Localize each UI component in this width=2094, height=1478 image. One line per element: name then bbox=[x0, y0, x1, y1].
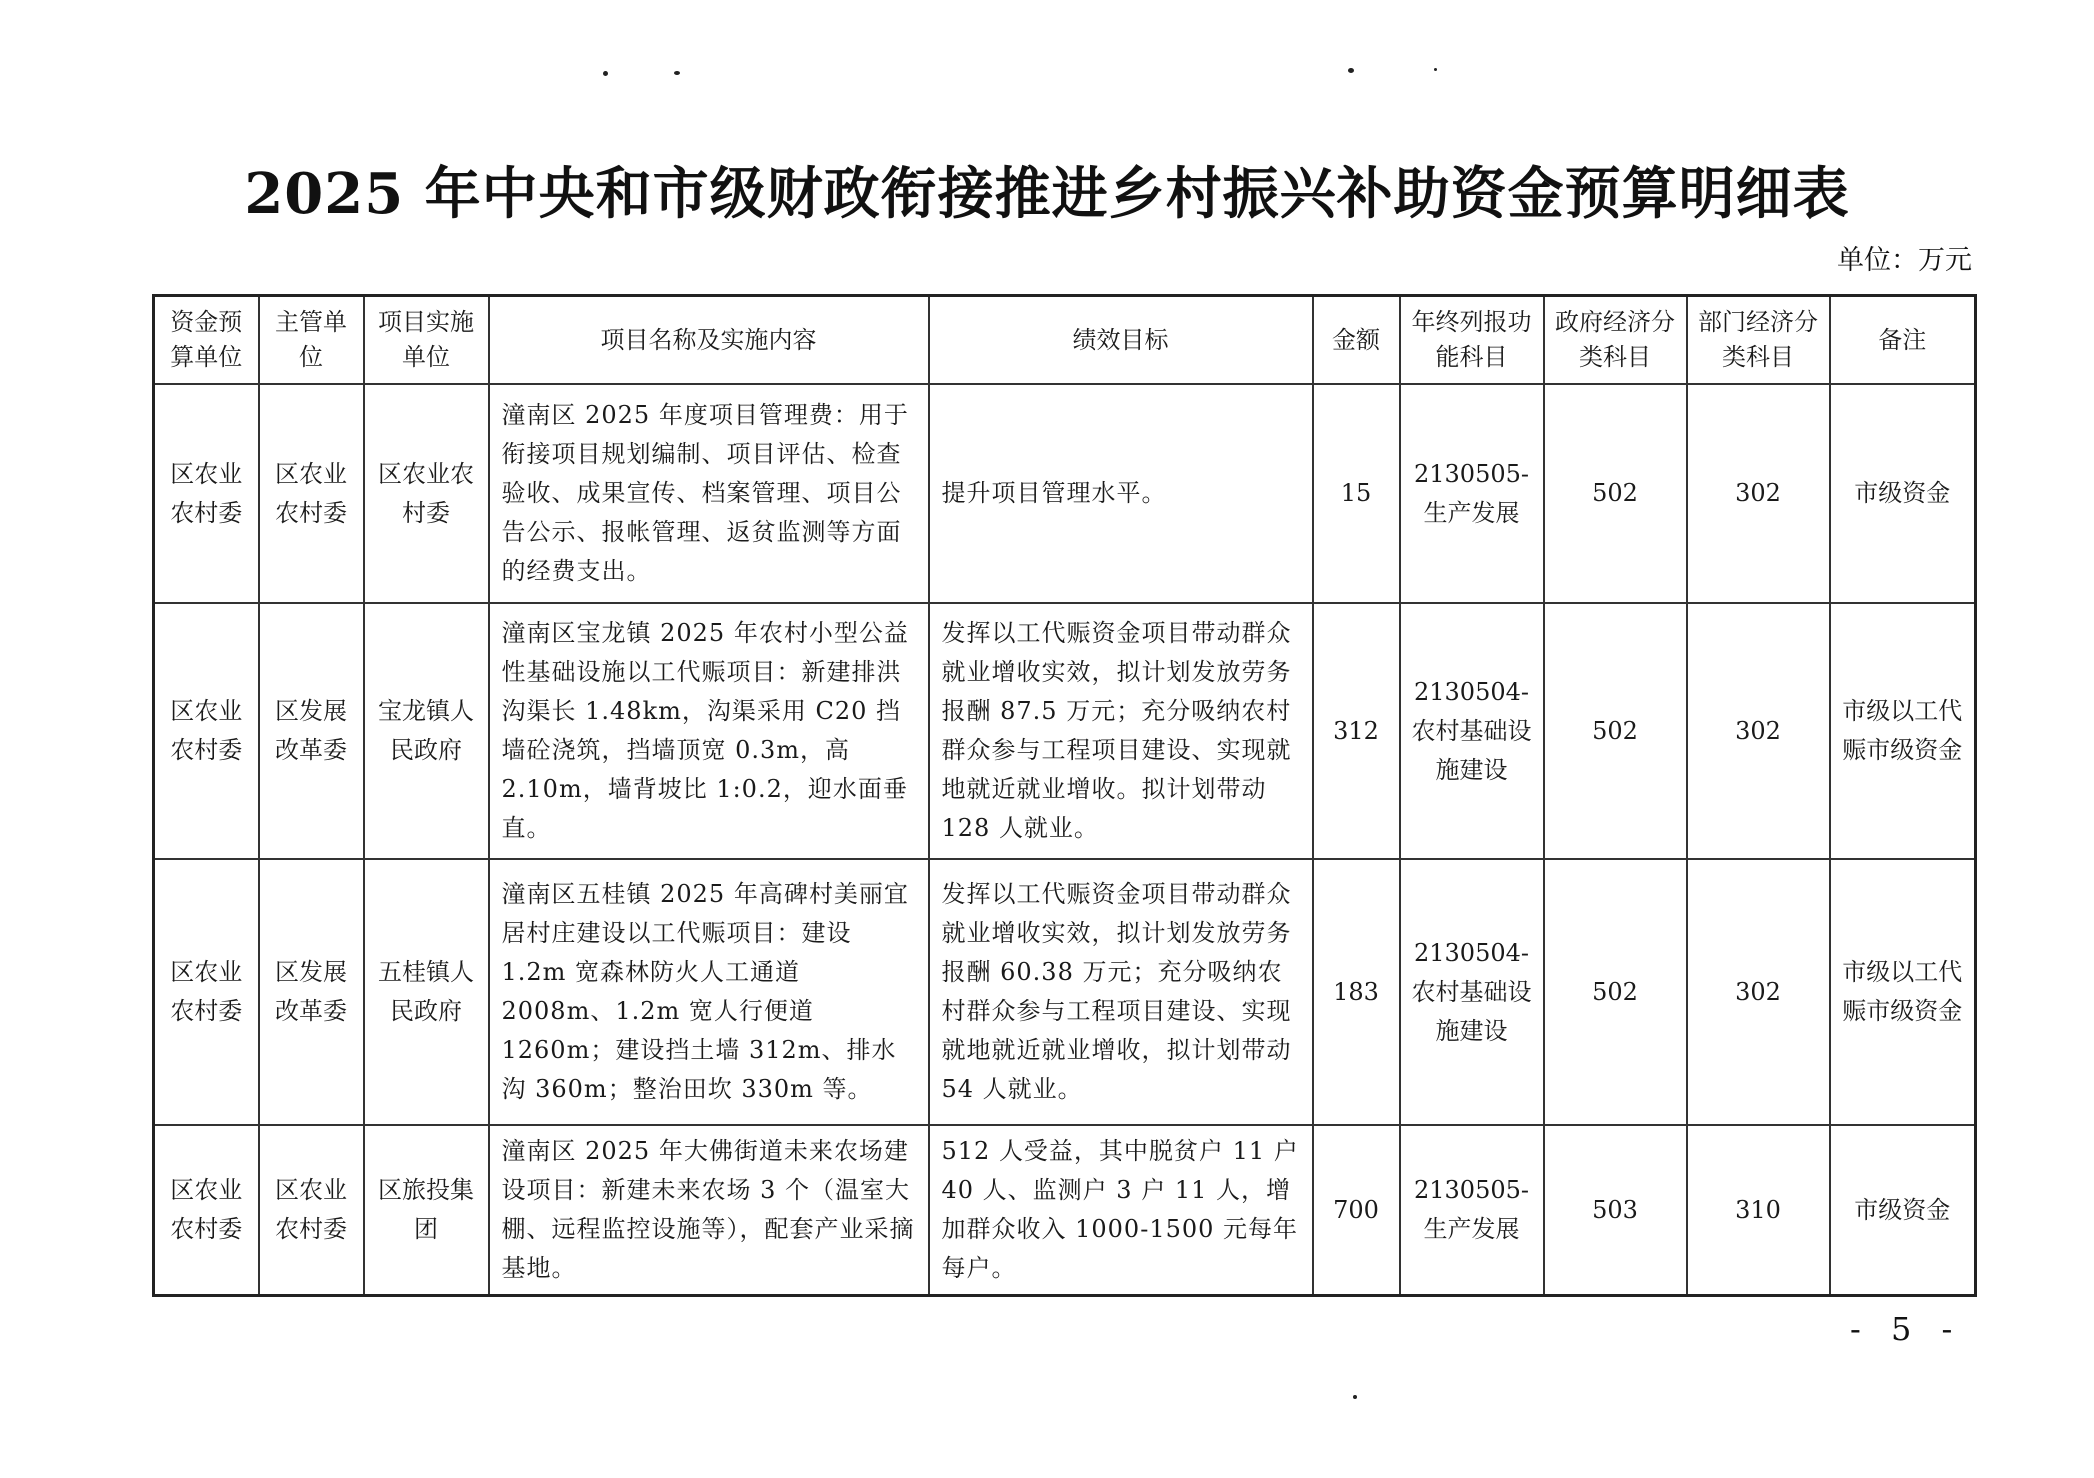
cell-gov-econ-class: 502 bbox=[1544, 384, 1687, 603]
cell-amount: 15 bbox=[1313, 384, 1400, 603]
cell-gov-econ-class: 502 bbox=[1544, 859, 1687, 1125]
cell-implementing-unit: 区农业农村委 bbox=[364, 384, 489, 603]
cell-dept-econ-class: 302 bbox=[1687, 603, 1830, 859]
cell-implementing-unit: 宝龙镇人民政府 bbox=[364, 603, 489, 859]
column-header-budget-unit: 资金预算单位 bbox=[154, 296, 259, 385]
column-header-dept-econ-class: 部门经济分类科目 bbox=[1687, 296, 1830, 385]
column-header-competent-unit: 主管单位 bbox=[259, 296, 364, 385]
table-row bbox=[154, 603, 1976, 859]
budget-detail-table bbox=[152, 294, 1977, 1297]
cell-performance-goal: 发挥以工代赈资金项目带动群众就业增收实效，拟计划发放劳务报酬 60.38 万元；充分吸纳农村群众参与工程项目建设、实现就地就近就业增收，拟计划带动 54 人就业。 bbox=[929, 859, 1313, 1125]
cell-amount: 312 bbox=[1313, 603, 1400, 859]
column-header-performance-goal: 绩效目标 bbox=[929, 296, 1313, 385]
column-header-project: 项目名称及实施内容 bbox=[489, 296, 929, 385]
unit-label: 单位：万元 bbox=[1837, 245, 1972, 276]
cell-budget-unit: 区农业农村委 bbox=[154, 603, 259, 859]
cell-budget-unit: 区农业农村委 bbox=[154, 384, 259, 603]
scan-speck bbox=[1353, 1395, 1357, 1399]
cell-budget-unit: 区农业农村委 bbox=[154, 1125, 259, 1296]
cell-project: 潼南区 2025 年大佛街道未来农场建设项目：新建未来农场 3 个（温室大棚、远程监控设施等），配套产业采摘基地。 bbox=[489, 1125, 929, 1296]
scan-speck bbox=[1348, 68, 1354, 73]
table-row bbox=[154, 1125, 1976, 1296]
cell-competent-unit: 区农业农村委 bbox=[259, 1125, 364, 1296]
cell-performance-goal: 512 人受益，其中脱贫户 11 户 40 人、监测户 3 户 11 人，增加群众收入 1000-1500 元每年每户。 bbox=[929, 1125, 1313, 1296]
scan-speck bbox=[674, 71, 680, 75]
cell-competent-unit: 区农业农村委 bbox=[259, 384, 364, 603]
cell-gov-econ-class: 502 bbox=[1544, 603, 1687, 859]
cell-budget-unit: 区农业农村委 bbox=[154, 859, 259, 1125]
column-header-gov-econ-class: 政府经济分类科目 bbox=[1544, 296, 1687, 385]
cell-project: 潼南区五桂镇 2025 年高碑村美丽宜居村庄建设以工代赈项目：建设 1.2m 宽森林防火人工通道 2008m、1.2m 宽人行便道 1260m；建设挡土墙 312m、排水沟 360m；整治田坎 330m 等。 bbox=[489, 859, 929, 1125]
cell-project: 潼南区 2025 年度项目管理费：用于衔接项目规划编制、项目评估、检查验收、成果宣传、档案管理、项目公告公示、报帐管理、返贫监测等方面的经费支出。 bbox=[489, 384, 929, 603]
cell-gov-econ-class: 503 bbox=[1544, 1125, 1687, 1296]
cell-performance-goal: 发挥以工代赈资金项目带动群众就业增收实效，拟计划发放劳务报酬 87.5 万元；充分吸纳农村群众参与工程项目建设、实现就地就近就业增收。拟计划带动 128 人就业。 bbox=[929, 603, 1313, 859]
table-row bbox=[154, 384, 1976, 603]
cell-function-subject: 2130504-农村基础设施建设 bbox=[1400, 603, 1544, 859]
cell-remark: 市级资金 bbox=[1830, 1125, 1976, 1296]
column-header-implementing-unit: 项目实施单位 bbox=[364, 296, 489, 385]
cell-implementing-unit: 区旅投集团 bbox=[364, 1125, 489, 1296]
cell-competent-unit: 区发展改革委 bbox=[259, 859, 364, 1125]
page-number: - 5 - bbox=[1850, 1310, 1963, 1348]
page-title: 2025 年中央和市级财政衔接推进乡村振兴补助资金预算明细表 bbox=[244, 161, 1850, 227]
cell-remark: 市级以工代赈市级资金 bbox=[1830, 603, 1976, 859]
cell-amount: 700 bbox=[1313, 1125, 1400, 1296]
scan-speck bbox=[603, 71, 608, 76]
table-header-row bbox=[154, 296, 1976, 385]
column-header-function-subject: 年终列报功能科目 bbox=[1400, 296, 1544, 385]
cell-function-subject: 2130504-农村基础设施建设 bbox=[1400, 859, 1544, 1125]
cell-remark: 市级以工代赈市级资金 bbox=[1830, 859, 1976, 1125]
cell-competent-unit: 区发展改革委 bbox=[259, 603, 364, 859]
table-row bbox=[154, 859, 1976, 1125]
column-header-amount: 金额 bbox=[1313, 296, 1400, 385]
cell-function-subject: 2130505-生产发展 bbox=[1400, 1125, 1544, 1296]
cell-implementing-unit: 五桂镇人民政府 bbox=[364, 859, 489, 1125]
cell-function-subject: 2130505-生产发展 bbox=[1400, 384, 1544, 603]
cell-remark: 市级资金 bbox=[1830, 384, 1976, 603]
scan-speck bbox=[1434, 68, 1437, 71]
cell-dept-econ-class: 302 bbox=[1687, 384, 1830, 603]
cell-project: 潼南区宝龙镇 2025 年农村小型公益性基础设施以工代赈项目：新建排洪沟渠长 1.48km，沟渠采用 C20 挡墙砼浇筑，挡墙顶宽 0.3m，高 2.10m，墙背坡比 1:0.2，迎水面垂直。 bbox=[489, 603, 929, 859]
cell-performance-goal: 提升项目管理水平。 bbox=[929, 384, 1313, 603]
cell-amount: 183 bbox=[1313, 859, 1400, 1125]
cell-dept-econ-class: 302 bbox=[1687, 859, 1830, 1125]
column-header-remark: 备注 bbox=[1830, 296, 1976, 385]
cell-dept-econ-class: 310 bbox=[1687, 1125, 1830, 1296]
